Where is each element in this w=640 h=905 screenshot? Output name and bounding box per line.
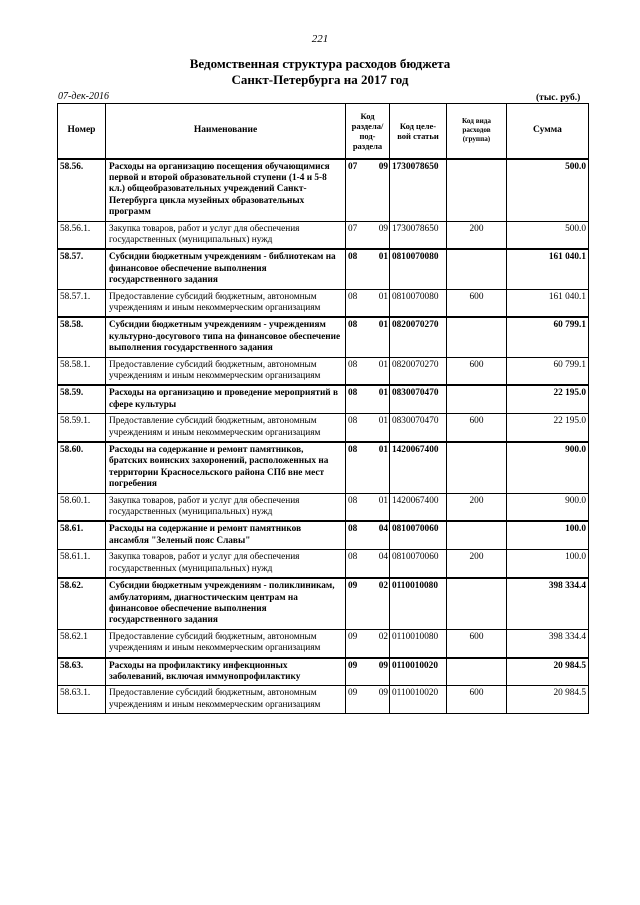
- row-kcs: 1420067400: [390, 493, 447, 521]
- table-row: [58, 442, 589, 493]
- row-kvr: [447, 578, 507, 629]
- row-number: 58.57.: [58, 249, 106, 289]
- row-razdel: [346, 159, 390, 222]
- row-razdel: [346, 357, 390, 385]
- header-number: Номер: [58, 104, 106, 159]
- row-subsection-code: 01: [378, 495, 388, 506]
- table-row: [58, 385, 589, 413]
- row-sum: 900.0: [507, 442, 589, 493]
- header-razdel: Код раздела/ под- раздела: [346, 104, 390, 159]
- row-razdel: [346, 249, 390, 289]
- row-sum: 100.0: [507, 550, 589, 578]
- row-section-code: 08: [348, 552, 358, 563]
- row-sum: 100.0: [507, 521, 589, 549]
- row-subsection-code: 01: [378, 416, 388, 427]
- row-kvr: [447, 442, 507, 493]
- row-section-code: 08: [348, 291, 358, 302]
- row-sum: 20 984.5: [507, 686, 589, 714]
- row-name: Расходы на профилактику инфекционных заболеваний, включая иммунопрофилактику: [106, 658, 346, 686]
- row-kcs: 0110010020: [390, 686, 447, 714]
- row-kvr: 600: [447, 414, 507, 442]
- row-subsection-code: 01: [378, 291, 388, 302]
- row-number: 58.59.: [58, 385, 106, 413]
- row-section-code: 07: [348, 161, 358, 172]
- row-subsection-code: 01: [378, 445, 388, 456]
- row-subsection-code: 02: [378, 631, 388, 642]
- row-number: 58.63.1.: [58, 686, 106, 714]
- row-sum: 22 195.0: [507, 414, 589, 442]
- row-kcs: 0110010080: [390, 629, 447, 657]
- row-subsection-code: 09: [378, 161, 388, 172]
- row-razdel: [346, 686, 390, 714]
- row-kvr: [447, 159, 507, 222]
- row-razdel: [346, 289, 390, 317]
- row-number: 58.61.: [58, 521, 106, 549]
- row-section-code: 09: [348, 581, 358, 592]
- table-row: [58, 414, 589, 442]
- row-kvr: [447, 249, 507, 289]
- row-name: Предоставление субсидий бюджетным, автономным учреждениям и иным некоммерческим организациям: [106, 357, 346, 385]
- row-kvr: [447, 658, 507, 686]
- row-kcs: 0820070270: [390, 317, 447, 357]
- page-number: 221: [311, 33, 329, 45]
- row-sum: 22 195.0: [507, 385, 589, 413]
- row-kcs: 0810070060: [390, 521, 447, 549]
- row-kcs: 0110010080: [390, 578, 447, 629]
- row-name: Предоставление субсидий бюджетным, автономным учреждениям и иным некоммерческим организациям: [106, 686, 346, 714]
- header-sum: Сумма: [507, 104, 589, 159]
- row-section-code: 09: [348, 688, 358, 699]
- row-kvr: 600: [447, 686, 507, 714]
- document-title: [0, 56, 640, 88]
- row-sum: 161 040.1: [507, 289, 589, 317]
- row-kcs: 0810070060: [390, 550, 447, 578]
- row-subsection-code: 04: [378, 524, 388, 535]
- row-name: Предоставление субсидий бюджетным, автономным учреждениям и иным некоммерческим организациям: [106, 629, 346, 657]
- title-line-1: Ведомственная структура расходов бюджета: [189, 56, 451, 71]
- title-line-2: Санкт-Петербурга на 2017 год: [231, 72, 409, 87]
- row-subsection-code: 02: [378, 581, 388, 592]
- row-section-code: 08: [348, 445, 358, 456]
- row-subsection-code: 01: [378, 359, 388, 370]
- row-subsection-code: 09: [378, 688, 388, 699]
- row-kcs: 0830070470: [390, 414, 447, 442]
- row-number: 58.56.1.: [58, 221, 106, 249]
- row-number: 58.61.1.: [58, 550, 106, 578]
- row-number: 58.56.: [58, 159, 106, 222]
- row-subsection-code: 04: [378, 552, 388, 563]
- row-razdel: [346, 317, 390, 357]
- header-kcs: Код целе- вой статьи: [390, 104, 447, 159]
- units-label: (тыс. руб.): [536, 93, 581, 103]
- row-subsection-code: 01: [378, 320, 388, 331]
- table-row: [58, 629, 589, 657]
- row-razdel: [346, 658, 390, 686]
- row-sum: 20 984.5: [507, 658, 589, 686]
- row-number: 58.59.1.: [58, 414, 106, 442]
- table-row: [58, 578, 589, 629]
- document-date: 07-дек-2016: [58, 91, 109, 102]
- header-kvr: Код вида расходов (группа): [447, 104, 507, 159]
- row-section-code: 09: [348, 660, 358, 671]
- row-name: Расходы на содержание и ремонт памятников, братских воинских захоронений, расположенных на территории Красносельского района СПб вне мест погребения: [106, 442, 346, 493]
- row-number: 58.62.1: [58, 629, 106, 657]
- row-razdel: [346, 385, 390, 413]
- row-kvr: 200: [447, 493, 507, 521]
- row-kcs: 0810070080: [390, 289, 447, 317]
- table-row: [58, 686, 589, 714]
- row-kcs: 0830070470: [390, 385, 447, 413]
- row-name: Расходы на содержание и ремонт памятников ансамбля "Зеленый пояс Славы": [106, 521, 346, 549]
- row-sum: 500.0: [507, 221, 589, 249]
- table-row: [58, 658, 589, 686]
- row-number: 58.58.: [58, 317, 106, 357]
- row-number: 58.60.1.: [58, 493, 106, 521]
- table-body: [58, 159, 589, 714]
- budget-table: [57, 103, 589, 714]
- row-kcs: 1730078650: [390, 159, 447, 222]
- row-razdel: [346, 550, 390, 578]
- row-section-code: 08: [348, 252, 358, 263]
- row-kvr: [447, 317, 507, 357]
- table-row: [58, 493, 589, 521]
- row-number: 58.60.: [58, 442, 106, 493]
- row-subsection-code: 01: [378, 252, 388, 263]
- row-sum: 398 334.4: [507, 578, 589, 629]
- header-name: Наименование: [106, 104, 346, 159]
- row-section-code: 08: [348, 524, 358, 535]
- row-section-code: 09: [348, 631, 358, 642]
- row-kvr: 200: [447, 550, 507, 578]
- table-row: [58, 221, 589, 249]
- row-name: Предоставление субсидий бюджетным, автономным учреждениям и иным некоммерческим организациям: [106, 414, 346, 442]
- row-name: Закупка товаров, работ и услуг для обеспечения государственных (муниципальных) нужд: [106, 493, 346, 521]
- row-section-code: 08: [348, 320, 358, 331]
- table-row: [58, 521, 589, 549]
- row-section-code: 07: [348, 223, 358, 234]
- row-section-code: 08: [348, 416, 358, 427]
- row-kcs: 1420067400: [390, 442, 447, 493]
- row-kcs: 0820070270: [390, 357, 447, 385]
- row-razdel: [346, 629, 390, 657]
- table-row: [58, 159, 589, 222]
- row-razdel: [346, 493, 390, 521]
- row-sum: 60 799.1: [507, 357, 589, 385]
- row-subsection-code: 01: [378, 388, 388, 399]
- table-row: [58, 317, 589, 357]
- row-razdel: [346, 521, 390, 549]
- row-razdel: [346, 221, 390, 249]
- row-kvr: 600: [447, 357, 507, 385]
- table-row: [58, 357, 589, 385]
- row-razdel: [346, 442, 390, 493]
- row-kvr: 200: [447, 221, 507, 249]
- row-subsection-code: 09: [378, 660, 388, 671]
- row-name: Субсидии бюджетным учреждениям - учреждениям культурно-досугового типа на финансовое обеспечение выполнения государственного задания: [106, 317, 346, 357]
- row-name: Предоставление субсидий бюджетным, автономным учреждениям и иным некоммерческим организациям: [106, 289, 346, 317]
- row-razdel: [346, 578, 390, 629]
- row-sum: 398 334.4: [507, 629, 589, 657]
- row-number: 58.62.: [58, 578, 106, 629]
- row-sum: 60 799.1: [507, 317, 589, 357]
- row-kcs: 0810070080: [390, 249, 447, 289]
- row-sum: 900.0: [507, 493, 589, 521]
- row-razdel: [346, 414, 390, 442]
- row-name: Субсидии бюджетным учреждениям - поликлиникам, амбулаториям, диагностическим центрам на финансовое обеспечение выполнения государственного задания: [106, 578, 346, 629]
- row-name: Закупка товаров, работ и услуг для обеспечения государственных (муниципальных) нужд: [106, 550, 346, 578]
- row-name: Расходы на организацию и проведение мероприятий в сфере культуры: [106, 385, 346, 413]
- row-kcs: 1730078650: [390, 221, 447, 249]
- row-sum: 500.0: [507, 159, 589, 222]
- row-number: 58.58.1.: [58, 357, 106, 385]
- table-row: [58, 550, 589, 578]
- row-section-code: 08: [348, 495, 358, 506]
- row-kvr: 600: [447, 289, 507, 317]
- table-row: [58, 289, 589, 317]
- row-number: 58.57.1.: [58, 289, 106, 317]
- table-row: [58, 249, 589, 289]
- row-kvr: [447, 521, 507, 549]
- row-name: Закупка товаров, работ и услуг для обеспечения государственных (муниципальных) нужд: [106, 221, 346, 249]
- row-name: Расходы на организацию посещения обучающимися первой и второй образовательной ступени (1-4 и 5-8 кл.) общеобразовательных учреждений Санкт-Петербурга цикла музейных образовательных программ: [106, 159, 346, 222]
- row-section-code: 08: [348, 388, 358, 399]
- row-subsection-code: 09: [378, 223, 388, 234]
- row-number: 58.63.: [58, 658, 106, 686]
- row-kcs: 0110010020: [390, 658, 447, 686]
- row-name: Субсидии бюджетным учреждениям - библиотекам на финансовое обеспечение выполнения государственного задания: [106, 249, 346, 289]
- row-sum: 161 040.1: [507, 249, 589, 289]
- row-kvr: 600: [447, 629, 507, 657]
- row-section-code: 08: [348, 359, 358, 370]
- row-kvr: [447, 385, 507, 413]
